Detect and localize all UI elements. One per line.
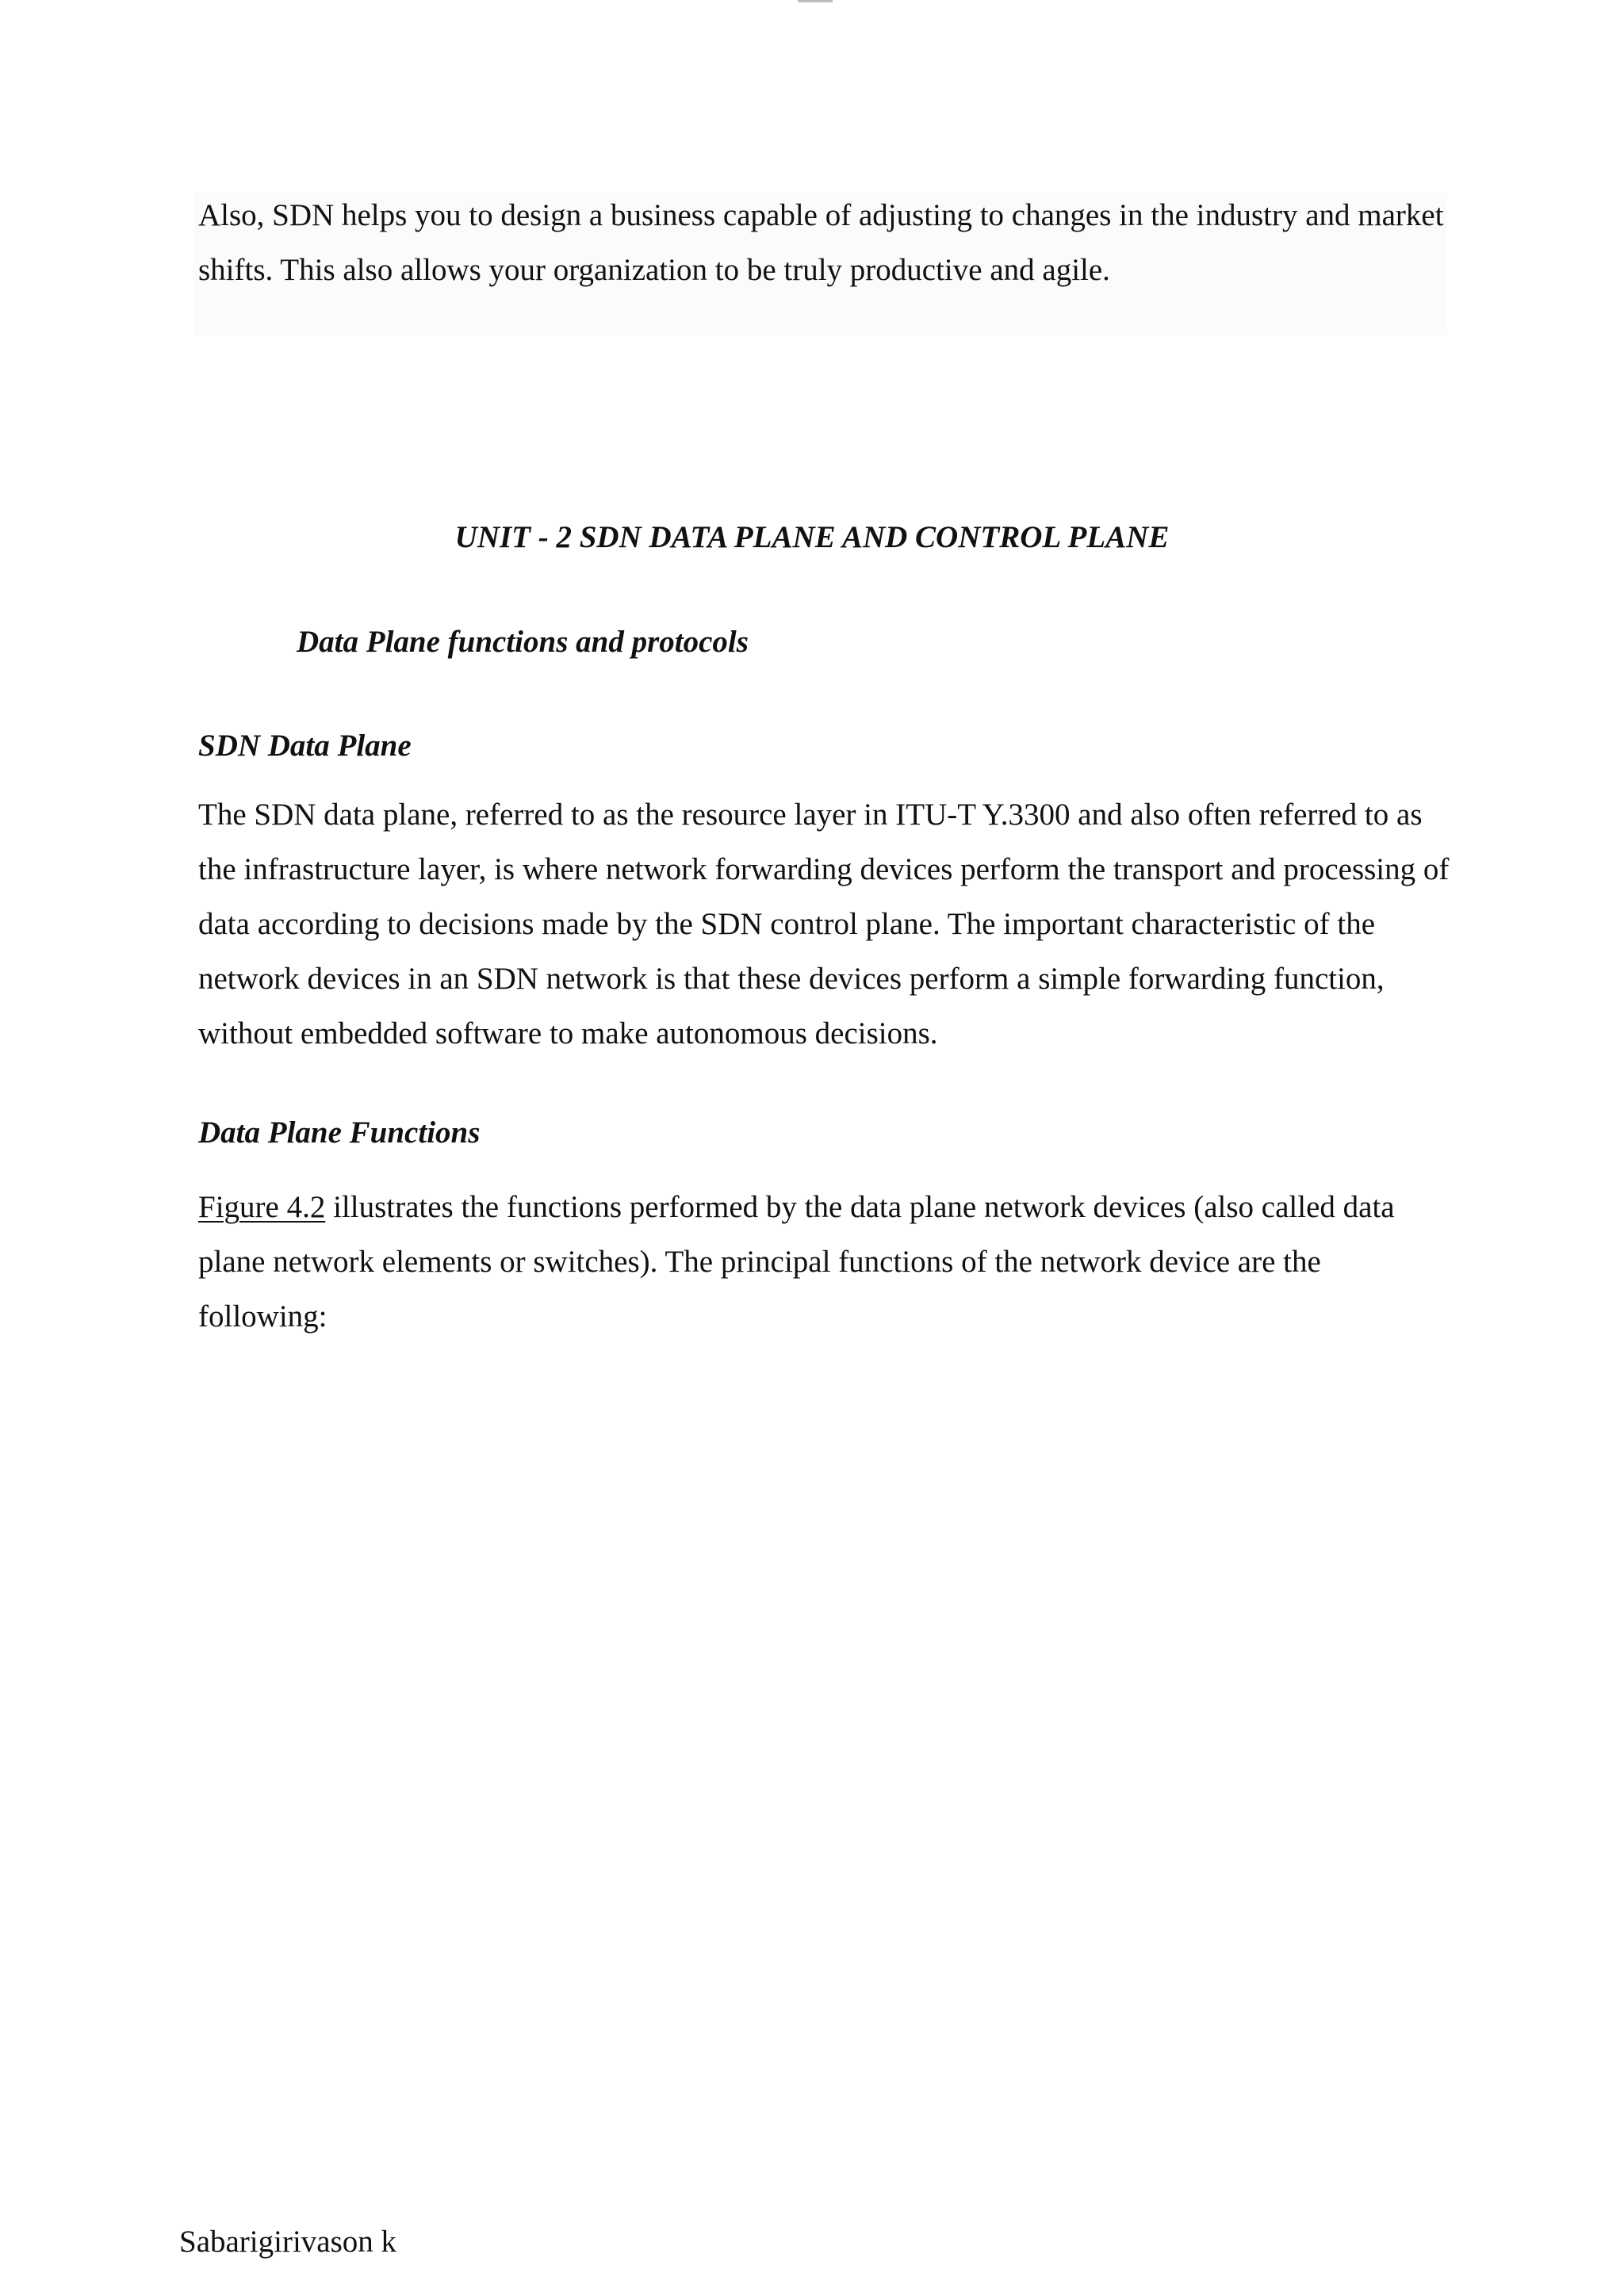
data-plane-functions-text: illustrates the functions performed by the data plane network devices (also called data plane network elements or switches). The principal functions of the network device are the following: <box>198 1190 1395 1334</box>
section-heading: Data Plane functions and protocols <box>297 625 749 659</box>
figure-link[interactable]: Figure 4.2 <box>198 1190 326 1224</box>
unit-title: UNIT - 2 SDN DATA PLANE AND CONTROL PLANE <box>454 520 1170 554</box>
data-plane-functions-paragraph <box>198 1180 1451 1344</box>
intro-paragraph: Also, SDN helps you to design a business capable of adjusting to changes in the industry and market shifts. This also allows your organization to be truly productive and agile. <box>198 198 1444 287</box>
sdn-data-plane-paragraph: The SDN data plane, referred to as the resource layer in ITU-T Y.3300 and also often referred to as the infrastructure layer, is where network forwarding devices perform the transport and processing of data according to decisions made by the SDN control plane. The important characteristic of the network devices in an SDN network is that these devices perform a simple forwarding function, without embedded software to make autonomous decisions. <box>198 798 1450 1050</box>
header-mark <box>798 0 833 2</box>
footer-author: Sabarigirivason k <box>179 2225 397 2259</box>
data-plane-functions-heading: Data Plane Functions <box>198 1115 481 1150</box>
sdn-data-plane-heading: SDN Data Plane <box>198 729 412 763</box>
